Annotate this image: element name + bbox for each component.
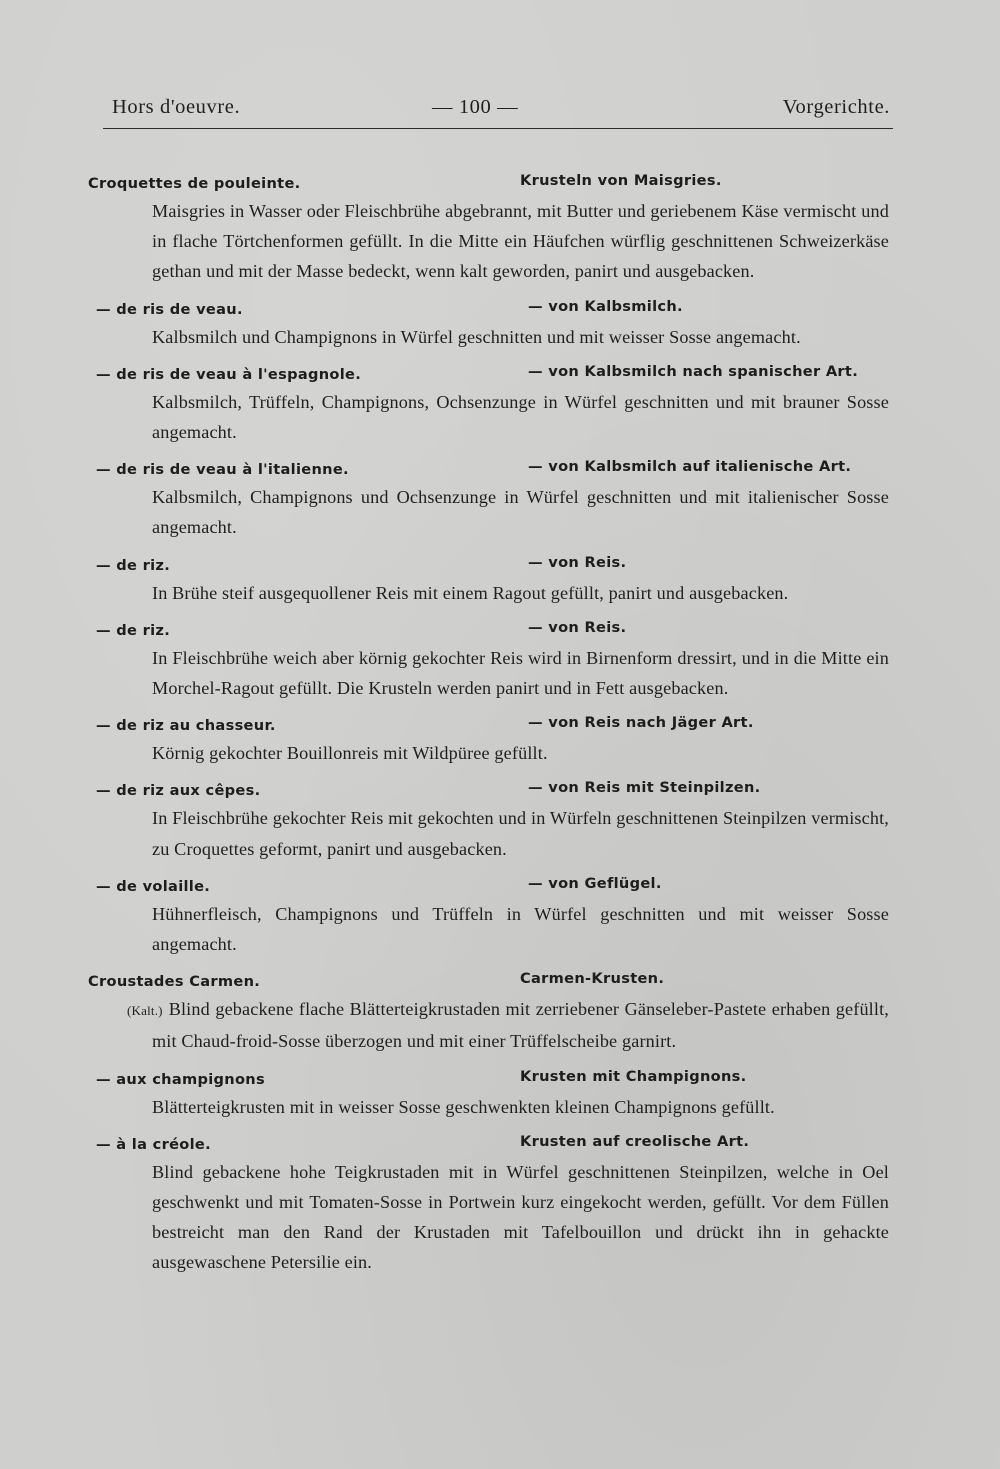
recipe-text: Hühnerfleisch, Champignons und Trüffeln in Würfel geschnitten und mit weisser Sosse angemacht. [152, 903, 889, 955]
recipe-heading [0, 873, 1000, 899]
recipe-heading [0, 777, 1000, 803]
recipe-heading [0, 1131, 1000, 1157]
german-title: — von Kalbsmilch. [528, 297, 683, 315]
french-title: — de riz. [96, 621, 171, 639]
recipe-text: Kalbsmilch und Champignons in Würfel geschnitten und mit weisser Sosse angemacht. [152, 326, 801, 347]
recipe-entry [0, 712, 1000, 768]
french-title: — de volaille. [96, 877, 211, 895]
recipe-text: Kalbsmilch, Champignons und Ochsenzunge in Würfel geschnitten und mit italienischer Sosse angemacht. [152, 487, 889, 538]
recipe-text: Kalbsmilch, Trüffeln, Champignons, Ochsenzunge in Würfel geschnitten und mit brauner Sosse angemacht. [152, 391, 889, 443]
french-title: Croquettes de pouleinte. [88, 175, 301, 192]
recipe-entry [0, 296, 1000, 352]
german-title: — von Kalbsmilch nach spanischer Art. [528, 362, 859, 380]
recipe-text: In Brühe steif ausgequollener Reis mit einem Ragout gefüllt, panirt und ausgebacken. [152, 582, 789, 603]
recipe-heading [0, 617, 1000, 643]
running-head-left: Hors d'oeuvre. [112, 96, 241, 118]
recipe-heading [0, 170, 1000, 196]
recipe-entry [0, 361, 1000, 447]
recipe-entry [0, 968, 1000, 1056]
german-title: — von Reis nach Jäger Art. [528, 714, 754, 732]
page-number: — 100 — [432, 96, 519, 118]
recipe-entry [0, 170, 1000, 287]
recipe-entry [0, 552, 1000, 608]
recipe-heading [0, 712, 1000, 738]
recipe-entry [0, 1066, 1000, 1122]
french-title: — de ris de veau à l'italienne. [96, 461, 349, 479]
recipe-entry [0, 617, 1000, 703]
running-head-right: Vorgerichte. [782, 96, 890, 118]
french-title: — de riz aux cêpes. [96, 782, 261, 800]
french-title: — de riz au chasseur. [96, 717, 276, 735]
recipe-text [127, 994, 889, 1056]
cold-note: (Kalt.) [127, 1003, 163, 1019]
recipe-heading [0, 1066, 1000, 1092]
recipe-heading [0, 552, 1000, 578]
recipe-entry [0, 777, 1000, 863]
recipe-text: Blätterteigkrusten mit in weisser Sosse geschwenkten kleinen Champignons gefüllt. [152, 1096, 775, 1117]
running-head [112, 96, 890, 126]
recipe-entry [0, 456, 1000, 542]
recipe-text: Maisgries in Wasser oder Fleischbrühe abgebrannt, mit Butter und geriebenem Käse vermischt und in flache Törtchenformen gefüllt. In die Mitte ein Häufchen würflig geschnittenen Schweizerkäse gethan und mit der Masse bedeckt, wenn kalt geworden, panirt und ausgebacken. [152, 201, 889, 282]
recipe-entry [0, 1131, 1000, 1278]
french-title: Croustades Carmen. [88, 973, 261, 991]
german-title: — von Reis. [528, 618, 627, 636]
recipe-heading [0, 968, 1000, 994]
french-title: — de ris de veau. [96, 300, 243, 318]
recipe-text: In Fleischbrühe weich aber körnig gekochter Reis wird in Birnenform dressirt, und in die Mitte ein Morchel-Ragout gefüllt. Die Krusteln werden panirt und in Fett ausgebacken. [152, 647, 889, 699]
recipe-entry [0, 873, 1000, 959]
french-title: — de ris de veau à l'espagnole. [96, 365, 362, 383]
recipe-list [0, 170, 1000, 1287]
recipe-text: Körnig gekochter Bouillonreis mit Wildpüree gefüllt. [152, 743, 548, 764]
german-title: Krusteln von Maisgries. [520, 172, 722, 189]
german-title: Krusten mit Champignons. [520, 1067, 747, 1085]
header-rule [103, 128, 893, 129]
german-title: Krusten auf creolische Art. [520, 1132, 750, 1150]
recipe-text-content: Blind gebackene flache Blätterteigkrustaden mit zerriebener Gänseleber-Pastete erhaben gefüllt, mit Chaud-froid-Sosse überzogen und mit einer Trüffelscheibe garnirt. [152, 999, 889, 1052]
recipe-heading [0, 296, 1000, 322]
german-title: — von Reis mit Steinpilzen. [528, 779, 761, 797]
french-title: — de riz. [96, 556, 171, 574]
recipe-heading [0, 456, 1000, 482]
recipe-heading [0, 361, 1000, 387]
german-title: — von Geflügel. [528, 874, 662, 892]
recipe-text: Blind gebackene hohe Teigkrustaden mit in Würfel geschnittenen Steinpilzen, welche in Oel geschwenkt und mit Tomaten-Sosse in Portwein kurz eingekocht werden, gefüllt. Vor dem Füllen bestreicht man den Rand der Krustaden mit Tafelbouillon und drückt ihn in gehackte ausgewaschene Petersilie ein. [152, 1161, 889, 1273]
german-title: — von Reis. [528, 553, 627, 571]
german-title: Carmen-Krusten. [520, 970, 665, 988]
french-title: — aux champignons [96, 1070, 265, 1088]
french-title: — à la créole. [96, 1135, 211, 1153]
recipe-text: In Fleischbrühe gekochter Reis mit gekochten und in Würfeln geschnittenen Steinpilzen vermischt, zu Croquettes geformt, panirt und ausgebacken. [152, 808, 889, 859]
german-title: — von Kalbsmilch auf italienische Art. [528, 458, 852, 476]
